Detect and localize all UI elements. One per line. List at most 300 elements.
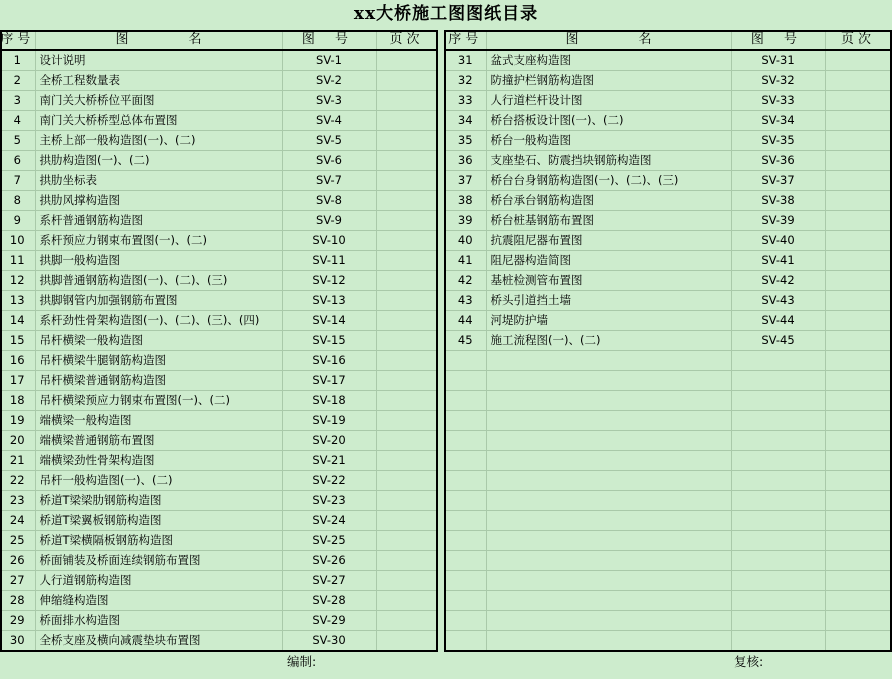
drawing-code [731, 571, 825, 591]
page-count [376, 211, 437, 231]
row-number: 34 [445, 111, 486, 131]
page-count [825, 151, 891, 171]
drawing-name: 拱肋构造图(一)、(二) [35, 151, 282, 171]
drawing-code: SV-33 [731, 91, 825, 111]
table-row [445, 431, 891, 451]
row-number: 16 [0, 351, 35, 371]
page-count [825, 591, 891, 611]
page-count [376, 91, 437, 111]
table-row [445, 331, 891, 351]
row-number: 15 [0, 331, 35, 351]
table-row [445, 131, 891, 151]
table-row [0, 131, 437, 151]
page-count [825, 531, 891, 551]
page-count [376, 291, 437, 311]
header-no: 序号 [0, 31, 35, 50]
drawing-code: SV-36 [731, 151, 825, 171]
drawing-name: 系杆劲性骨架构造图(一)、(二)、(三)、(四) [35, 311, 282, 331]
header-code: 图 号 [282, 31, 376, 50]
drawing-code: SV-37 [731, 171, 825, 191]
drawing-code: SV-16 [282, 351, 376, 371]
row-number: 17 [0, 371, 35, 391]
drawing-code: SV-13 [282, 291, 376, 311]
row-number [445, 511, 486, 531]
page-count [825, 611, 891, 631]
drawing-name: 拱脚一般构造图 [35, 251, 282, 271]
row-number: 13 [0, 291, 35, 311]
row-number: 28 [0, 591, 35, 611]
table-row [0, 191, 437, 211]
page-count [376, 351, 437, 371]
drawing-code: SV-30 [282, 631, 376, 651]
row-number: 30 [0, 631, 35, 651]
table-row [0, 471, 437, 491]
row-number: 18 [0, 391, 35, 411]
row-number: 26 [0, 551, 35, 571]
table-row [0, 331, 437, 351]
page-count [376, 271, 437, 291]
row-number [445, 371, 486, 391]
drawing-code: SV-32 [731, 71, 825, 91]
table-row [445, 191, 891, 211]
page-count [825, 491, 891, 511]
table-row [445, 311, 891, 331]
table-row [445, 251, 891, 271]
page-count [376, 411, 437, 431]
table-row [445, 371, 891, 391]
table-row [0, 371, 437, 391]
row-number [445, 571, 486, 591]
drawing-name: 人行道栏杆设计图 [486, 91, 731, 111]
drawing-code: SV-26 [282, 551, 376, 571]
drawing-code: SV-39 [731, 211, 825, 231]
row-number [445, 491, 486, 511]
row-number [445, 391, 486, 411]
table-row [0, 111, 437, 131]
drawing-name [486, 411, 731, 431]
row-number: 7 [0, 171, 35, 191]
page-count [376, 431, 437, 451]
drawing-code: SV-21 [282, 451, 376, 471]
row-number [445, 531, 486, 551]
row-number: 6 [0, 151, 35, 171]
drawing-name: 防撞护栏钢筋构造图 [486, 71, 731, 91]
drawing-name: 拱肋风撑构造图 [35, 191, 282, 211]
table-row [445, 351, 891, 371]
drawing-name: 盆式支座构造图 [486, 50, 731, 71]
page-count [825, 351, 891, 371]
page-count [825, 251, 891, 271]
table-row [445, 491, 891, 511]
table-row [445, 211, 891, 231]
drawing-code: SV-28 [282, 591, 376, 611]
page-count [376, 311, 437, 331]
drawing-name: 拱肋坐标表 [35, 171, 282, 191]
table-row [445, 571, 891, 591]
row-number [445, 591, 486, 611]
drawing-code: SV-19 [282, 411, 376, 431]
drawing-name [486, 631, 731, 651]
drawing-code: SV-4 [282, 111, 376, 131]
table-row [445, 171, 891, 191]
page-count [376, 491, 437, 511]
row-number: 3 [0, 91, 35, 111]
drawing-code: SV-3 [282, 91, 376, 111]
page-count [825, 371, 891, 391]
drawing-name: 南门关大桥桥型总体布置图 [35, 111, 282, 131]
table-row [0, 531, 437, 551]
page-count [825, 50, 891, 71]
row-number: 41 [445, 251, 486, 271]
drawing-code: SV-18 [282, 391, 376, 411]
table-row [0, 71, 437, 91]
header-name-right: 名 [638, 32, 652, 47]
row-number [445, 451, 486, 471]
drawing-code: SV-24 [282, 511, 376, 531]
drawing-name: 基桩检测管布置图 [486, 271, 731, 291]
header-name-left: 图 [565, 32, 579, 47]
page-count [825, 71, 891, 91]
drawing-code: SV-29 [282, 611, 376, 631]
row-number: 31 [445, 50, 486, 71]
page-count [825, 331, 891, 351]
row-number [445, 431, 486, 451]
drawing-code: SV-5 [282, 131, 376, 151]
drawing-name: 吊杆横梁牛腿钢筋构造图 [35, 351, 282, 371]
drawing-name: 桥台一般构造图 [486, 131, 731, 151]
drawing-code [731, 611, 825, 631]
table-row [0, 351, 437, 371]
table-row [445, 591, 891, 611]
page-count [825, 191, 891, 211]
page-count [376, 391, 437, 411]
row-number [445, 471, 486, 491]
header-name-right: 名 [188, 32, 202, 47]
table-row [445, 611, 891, 631]
drawing-name [486, 591, 731, 611]
row-number [445, 611, 486, 631]
right-catalog-table [445, 31, 892, 651]
drawing-name: 桥面铺装及桥面连续钢筋布置图 [35, 551, 282, 571]
page-count [825, 91, 891, 111]
row-number: 40 [445, 231, 486, 251]
drawing-name: 端横梁劲性骨架构造图 [35, 451, 282, 471]
table-row [445, 631, 891, 651]
table-row [445, 291, 891, 311]
page-count [825, 171, 891, 191]
drawing-code [731, 491, 825, 511]
page-count [825, 111, 891, 131]
table-row [445, 71, 891, 91]
page-count [825, 451, 891, 471]
compiled-by-label: 编制: [287, 654, 317, 669]
drawing-name: 桥台搭板设计图(一)、(二) [486, 111, 731, 131]
table-row [0, 631, 437, 651]
page-count [825, 211, 891, 231]
left-header-row [0, 31, 437, 50]
row-number: 21 [0, 451, 35, 471]
row-number: 22 [0, 471, 35, 491]
page-count [376, 451, 437, 471]
page-count [376, 371, 437, 391]
page-count [825, 291, 891, 311]
drawing-code [731, 351, 825, 371]
row-number [445, 411, 486, 431]
left-catalog-table [0, 31, 438, 651]
drawing-name [486, 471, 731, 491]
drawing-name [486, 431, 731, 451]
drawing-name: 主桥上部一般构造图(一)、(二) [35, 131, 282, 151]
drawing-name: 系杆普通钢筋构造图 [35, 211, 282, 231]
row-number: 8 [0, 191, 35, 211]
row-number: 43 [445, 291, 486, 311]
row-number: 45 [445, 331, 486, 351]
row-number: 14 [0, 311, 35, 331]
row-number: 1 [0, 50, 35, 71]
table-row [0, 50, 437, 71]
row-number: 27 [0, 571, 35, 591]
table-row [0, 271, 437, 291]
drawing-code: SV-27 [282, 571, 376, 591]
drawing-name [486, 371, 731, 391]
table-row [445, 111, 891, 131]
page-count [376, 131, 437, 151]
page-count [825, 631, 891, 651]
drawing-name: 端横梁普通钢筋布置图 [35, 431, 282, 451]
row-number: 4 [0, 111, 35, 131]
drawing-name: 桥头引道挡土墙 [486, 291, 731, 311]
table-row [445, 551, 891, 571]
page-count [825, 511, 891, 531]
drawing-code [731, 551, 825, 571]
row-number: 2 [0, 71, 35, 91]
page-count [376, 471, 437, 491]
drawing-name: 设计说明 [35, 50, 282, 71]
drawing-name: 吊杆横梁一般构造图 [35, 331, 282, 351]
drawing-name: 支座垫石、防震挡块钢筋构造图 [486, 151, 731, 171]
table-row [0, 611, 437, 631]
table-row [0, 151, 437, 171]
drawing-name: 全桥支座及横向减震垫块布置图 [35, 631, 282, 651]
page-count [376, 171, 437, 191]
page-title: xx大桥施工图图纸目录 [353, 4, 539, 24]
drawing-code: SV-15 [282, 331, 376, 351]
drawing-code: SV-20 [282, 431, 376, 451]
drawing-name [486, 491, 731, 511]
table-row [0, 511, 437, 531]
table-row [445, 511, 891, 531]
page-count [825, 311, 891, 331]
drawing-code: SV-41 [731, 251, 825, 271]
table-row [445, 50, 891, 71]
drawing-name: 人行道钢筋构造图 [35, 571, 282, 591]
table-row [0, 251, 437, 271]
table-row [0, 431, 437, 451]
drawing-code: SV-12 [282, 271, 376, 291]
table-row [0, 171, 437, 191]
drawing-name [486, 551, 731, 571]
drawing-code [731, 511, 825, 531]
drawing-name: 桥台台身钢筋构造图(一)、(二)、(三) [486, 171, 731, 191]
table-row [445, 391, 891, 411]
page-count [825, 571, 891, 591]
drawing-code: SV-45 [731, 331, 825, 351]
drawing-code: SV-42 [731, 271, 825, 291]
row-number: 20 [0, 431, 35, 451]
table-row [0, 91, 437, 111]
drawing-name: 拱脚普通钢筋构造图(一)、(二)、(三) [35, 271, 282, 291]
reviewed-by-label: 复核: [734, 654, 764, 669]
row-number [445, 551, 486, 571]
right-header-row [445, 31, 891, 50]
row-number: 44 [445, 311, 486, 331]
drawing-code [731, 471, 825, 491]
row-number: 9 [0, 211, 35, 231]
drawing-code: SV-9 [282, 211, 376, 231]
drawing-code: SV-34 [731, 111, 825, 131]
table-row [0, 211, 437, 231]
drawing-name: 拱脚钢管内加强钢筋布置图 [35, 291, 282, 311]
drawing-code: SV-38 [731, 191, 825, 211]
page-count [376, 251, 437, 271]
table-row [445, 411, 891, 431]
drawing-name: 南门关大桥桥位平面图 [35, 91, 282, 111]
page-count [376, 50, 437, 71]
drawing-code: SV-40 [731, 231, 825, 251]
drawing-code: SV-22 [282, 471, 376, 491]
drawing-name: 全桥工程数量表 [35, 71, 282, 91]
table-row [0, 591, 437, 611]
drawing-name: 吊杆横梁普通钢筋构造图 [35, 371, 282, 391]
drawing-code: SV-23 [282, 491, 376, 511]
header-page: 页次 [376, 31, 437, 50]
page-count [376, 591, 437, 611]
page-count [825, 271, 891, 291]
row-number: 37 [445, 171, 486, 191]
drawing-code: SV-14 [282, 311, 376, 331]
header-name [486, 31, 731, 50]
header-name [35, 31, 282, 50]
drawing-code: SV-35 [731, 131, 825, 151]
page-count [376, 231, 437, 251]
drawing-name: 桥台承台钢筋构造图 [486, 191, 731, 211]
drawing-name: 桥道T梁横隔板钢筋构造图 [35, 531, 282, 551]
row-number: 35 [445, 131, 486, 151]
page-count [376, 111, 437, 131]
table-row [445, 531, 891, 551]
header-code: 图 号 [731, 31, 825, 50]
drawing-name: 伸缩缝构造图 [35, 591, 282, 611]
page-count [376, 531, 437, 551]
page-count [376, 71, 437, 91]
table-row [445, 471, 891, 491]
row-number: 25 [0, 531, 35, 551]
drawing-name: 端横梁一般构造图 [35, 411, 282, 431]
drawing-code: SV-25 [282, 531, 376, 551]
header-page: 页次 [825, 31, 891, 50]
page-count [376, 551, 437, 571]
drawing-code [731, 451, 825, 471]
table-row [0, 571, 437, 591]
table-row [0, 391, 437, 411]
row-number: 39 [445, 211, 486, 231]
drawing-name: 阻尼器构造简图 [486, 251, 731, 271]
header-no: 序号 [445, 31, 486, 50]
drawing-code [731, 431, 825, 451]
row-number [445, 631, 486, 651]
drawing-code: SV-11 [282, 251, 376, 271]
drawing-code [731, 631, 825, 651]
drawing-name [486, 571, 731, 591]
page-count [376, 191, 437, 211]
drawing-name: 桥面排水构造图 [35, 611, 282, 631]
row-number: 24 [0, 511, 35, 531]
page-count [825, 551, 891, 571]
drawing-code: SV-43 [731, 291, 825, 311]
drawing-code: SV-17 [282, 371, 376, 391]
table-row [0, 231, 437, 251]
drawing-code: SV-6 [282, 151, 376, 171]
page-count [376, 611, 437, 631]
drawing-code: SV-31 [731, 50, 825, 71]
drawing-name [486, 511, 731, 531]
row-number [445, 351, 486, 371]
page-count [825, 391, 891, 411]
table-row [445, 231, 891, 251]
drawing-code [731, 591, 825, 611]
drawing-name: 吊杆一般构造图(一)、(二) [35, 471, 282, 491]
page-count [376, 331, 437, 351]
row-number: 23 [0, 491, 35, 511]
row-number: 5 [0, 131, 35, 151]
row-number: 11 [0, 251, 35, 271]
drawing-name [486, 351, 731, 371]
row-number: 36 [445, 151, 486, 171]
drawing-code: SV-1 [282, 50, 376, 71]
page-count [825, 471, 891, 491]
table-row [0, 411, 437, 431]
drawing-name: 河堤防护墙 [486, 311, 731, 331]
drawing-name: 桥台桩基钢筋布置图 [486, 211, 731, 231]
page-count [376, 151, 437, 171]
drawing-code: SV-10 [282, 231, 376, 251]
page-count [376, 571, 437, 591]
drawing-code: SV-7 [282, 171, 376, 191]
drawing-name: 抗震阻尼器布置图 [486, 231, 731, 251]
page-count [825, 131, 891, 151]
row-number: 42 [445, 271, 486, 291]
row-number: 29 [0, 611, 35, 631]
drawing-code [731, 391, 825, 411]
table-row [445, 271, 891, 291]
page-count [376, 511, 437, 531]
drawing-name: 系杆预应力钢束布置图(一)、(二) [35, 231, 282, 251]
row-number: 19 [0, 411, 35, 431]
row-number: 10 [0, 231, 35, 251]
drawing-code [731, 531, 825, 551]
drawing-name [486, 451, 731, 471]
page-count [825, 411, 891, 431]
table-row [0, 311, 437, 331]
drawing-name [486, 531, 731, 551]
page-count [825, 231, 891, 251]
drawing-code [731, 411, 825, 431]
table-row [445, 151, 891, 171]
table-row [0, 551, 437, 571]
drawing-name: 吊杆横梁预应力钢束布置图(一)、(二) [35, 391, 282, 411]
drawing-code: SV-2 [282, 71, 376, 91]
row-number: 33 [445, 91, 486, 111]
